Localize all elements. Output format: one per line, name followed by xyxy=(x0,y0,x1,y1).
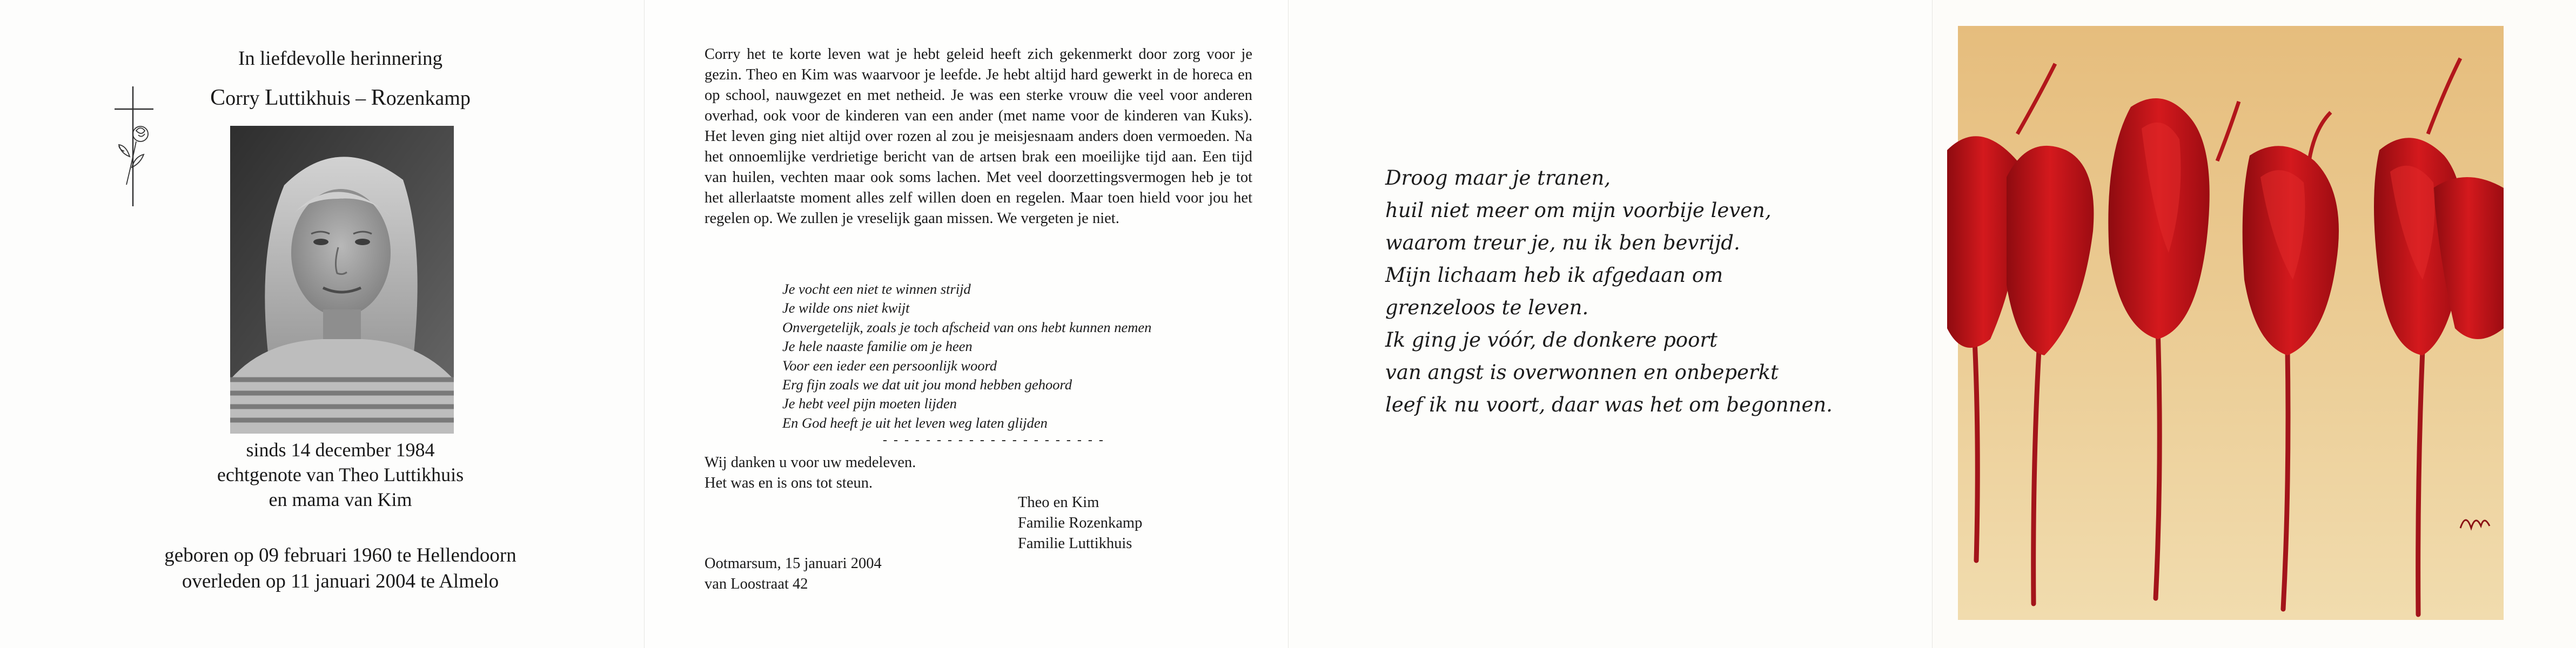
deceased-name xyxy=(178,85,502,111)
poem-line: Je vocht een niet te winnen strijd xyxy=(782,281,971,297)
poem-line: Voor een ieder een persoonlijk woord xyxy=(782,357,997,374)
poem-line: Je hebt veel pijn moeten lijden xyxy=(782,395,957,412)
verse-line: Droog maar je tranen, xyxy=(1385,166,1611,190)
signer-line: Familie Rozenkamp xyxy=(1018,515,1143,531)
name-text: ozenkamp xyxy=(386,87,471,110)
thanks-note xyxy=(705,453,916,494)
portrait-photo xyxy=(230,126,454,434)
poem-line: En God heeft je uit het leven weg laten glijden xyxy=(782,414,1048,431)
dashed-separator: - - - - - - - - - - - - - - - - - - - - - xyxy=(883,433,1105,447)
fold-line xyxy=(1932,0,1933,648)
birth-line: geboren op 09 februari 1960 te Hellendoorn xyxy=(164,544,516,566)
mother-line: en mama van Kim xyxy=(269,489,412,510)
marriage-date: sinds 14 december 1984 xyxy=(246,439,435,461)
verse-line: Ik ging je vóór, de donkere poort xyxy=(1385,328,1718,352)
place-date: Ootmarsum, 15 januari 2004 xyxy=(705,555,882,572)
fold-line xyxy=(644,0,645,648)
verse-line: Mijn lichaam heb ik afgedaan om xyxy=(1385,264,1723,287)
life-dates xyxy=(97,543,583,595)
death-line: overleden op 11 januari 2004 te Almelo xyxy=(182,570,499,592)
fold-line xyxy=(1288,0,1289,648)
verse-line: grenzeloos te leven. xyxy=(1385,296,1589,319)
poem-line: Je hele naaste familie om je heen xyxy=(782,338,972,355)
memorial-heading: In liefdevolle herinnering xyxy=(238,48,443,70)
verse-line: leef ik nu voort, daar was het om begonnen. xyxy=(1385,393,1833,416)
poem-line: Onvergetelijk, zoals je toch afscheid van ons hebt kunnen nemen xyxy=(782,319,1152,335)
place-and-address xyxy=(705,554,882,595)
spouse-line: echtgenote van Theo Luttikhuis xyxy=(217,464,464,485)
address: van Loostraat 42 xyxy=(705,576,808,592)
verse xyxy=(1385,162,1871,421)
marriage-info xyxy=(178,437,502,512)
cross-with-rose-icon xyxy=(108,81,160,211)
thanks-line: Het was en is ons tot steun. xyxy=(705,475,873,491)
verse-line: waarom treur je, nu ik ben bevrijd. xyxy=(1385,231,1740,254)
name-initial: R xyxy=(371,85,386,110)
thanks-line: Wij danken u voor uw medeleven. xyxy=(705,454,916,471)
name-text: uttikhuis – xyxy=(278,87,371,110)
verse-line: huil niet meer om mijn voorbije leven, xyxy=(1385,199,1772,222)
tulip-painting xyxy=(1958,26,2504,620)
name-initial: L xyxy=(264,85,279,110)
name-initial: C xyxy=(210,85,226,110)
signer-line: Familie Luttikhuis xyxy=(1018,535,1132,552)
poem-line: Je wilde ons niet kwijt xyxy=(782,300,910,316)
verse-line: van angst is overwonnen en onbeperkt xyxy=(1385,361,1779,384)
poem-line: Erg fijn zoals we dat uit jou mond hebben gehoord xyxy=(782,376,1072,393)
family-signature xyxy=(1018,492,1142,554)
name-text: orry xyxy=(225,87,265,110)
poem xyxy=(782,280,1247,433)
tribute-text: Corry het te korte leven wat je hebt geleid heeft zich gekenmerkt door zorg voor je gezin. Theo en Kim was waarvoor je leefde. Je hebt altijd hard gewerkt in de horeca en op school, nauwgezet en met netheid. Je was een sterke vrouw die veel voor anderen overhad, ook voor de kinderen van een ander (met name voor de kinderen van Kuks). Het leven ging niet altijd over rozen al zou je meisjesnaam anders doen vermoeden. Na het onnoemlijke verdrietige bericht van de artsen brak een moeilijke tijd aan. Een tijd van huilen, vechten maar ook soms lachen. Met veel doorzettingsvermogen heb je tot het allerlaatste moment alles zelf willen doen en regelen. Maar toen hield voor jou het regelen op. We zullen je vreselijk gaan missen. We vergeten je niet. xyxy=(705,46,1252,227)
signer-line: Theo en Kim xyxy=(1018,494,1099,511)
